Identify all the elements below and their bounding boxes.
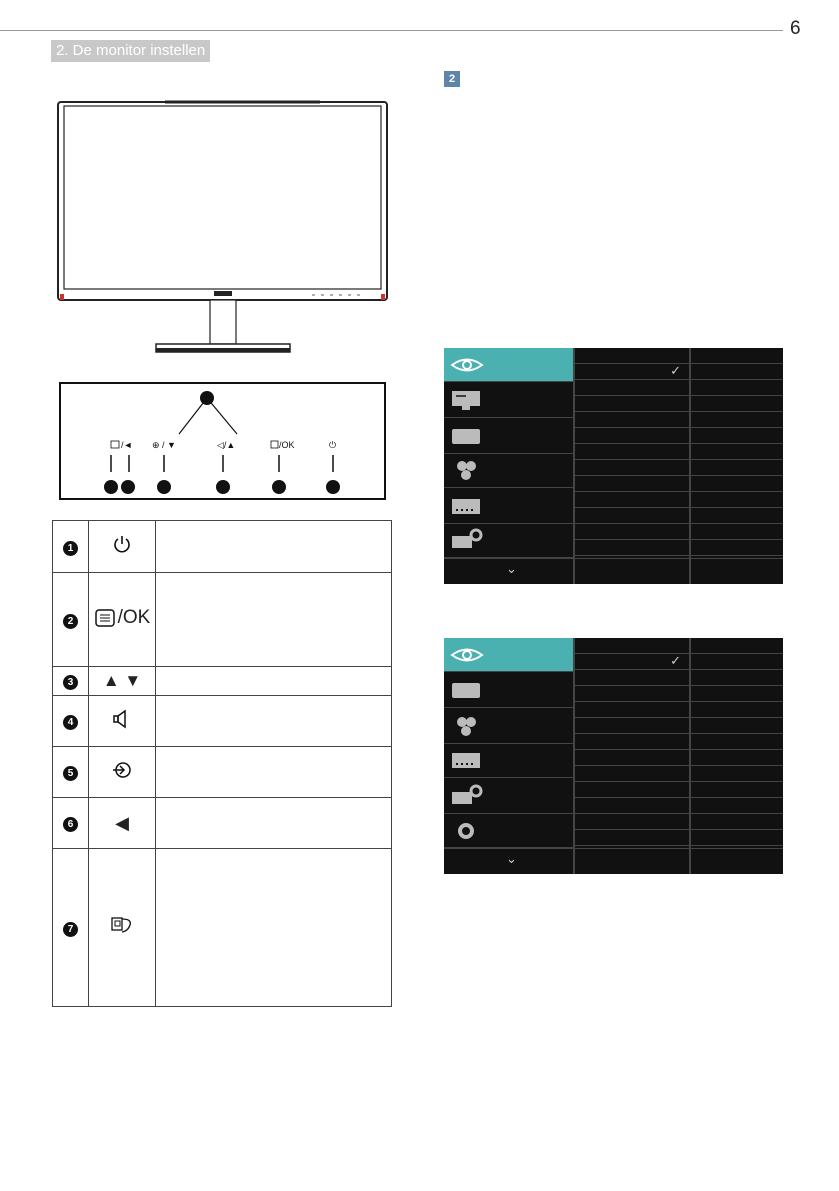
monitor-illustration	[50, 98, 395, 360]
callout-4	[216, 480, 230, 494]
description-cell	[156, 521, 392, 573]
osd-menu-2	[444, 638, 783, 874]
row-number: 7	[63, 922, 78, 937]
osd-options-column	[575, 638, 689, 846]
row-number: 5	[63, 766, 78, 781]
osd-tile-input[interactable]	[444, 384, 573, 418]
osd-tile-settings[interactable]	[444, 524, 573, 558]
row-number: 6	[63, 817, 78, 832]
row-number: 2	[63, 614, 78, 629]
speaker-icon	[111, 717, 133, 734]
osd-tile-color[interactable]	[444, 710, 573, 744]
smartimage-back-key[interactable]	[111, 440, 132, 450]
key-function-table	[52, 520, 392, 1007]
row-number: 3	[63, 675, 78, 690]
description-cell	[156, 849, 392, 1007]
osd-tile-eye[interactable]	[444, 348, 573, 382]
svg-text:/◄: /◄	[121, 440, 133, 450]
osd-bottom-bar	[444, 558, 783, 584]
monitor-screen	[64, 106, 381, 289]
table-row	[53, 747, 392, 798]
menu-ok-label: /OK	[117, 606, 151, 628]
osd-options-column	[575, 348, 689, 556]
keys-panel	[59, 382, 386, 500]
menu-ok-icon	[94, 607, 151, 629]
description-cell	[156, 573, 392, 667]
check-icon: ✓	[670, 653, 681, 668]
row-number: 1	[63, 541, 78, 556]
osd-tile-audio[interactable]	[444, 744, 573, 778]
input-down-key[interactable]: ⊕ / ▼	[152, 440, 176, 450]
step-badge: 2	[444, 71, 460, 87]
callout-2	[272, 480, 286, 494]
osd-values-column	[691, 348, 783, 556]
table-row	[53, 573, 392, 667]
up-down-icon: ▲ ▼	[102, 671, 142, 690]
power-key[interactable]: ⏻	[329, 440, 337, 450]
row-number: 4	[63, 715, 78, 730]
osd-bottom-bar	[444, 848, 783, 874]
volume-up-key[interactable]: ◁/▲	[217, 440, 236, 450]
page-number: 6	[790, 18, 801, 39]
description-cell	[156, 696, 392, 747]
description-cell	[156, 747, 392, 798]
menu-ok-key[interactable]	[271, 440, 295, 450]
table-row	[53, 696, 392, 747]
table-row	[53, 798, 392, 849]
description-cell	[156, 667, 392, 696]
osd-selected-option[interactable]	[575, 364, 689, 380]
table-row	[53, 521, 392, 573]
osd-menu-1	[444, 348, 783, 584]
description-cell	[156, 798, 392, 849]
svg-text:/OK: /OK	[279, 440, 295, 450]
back-icon: ◀	[115, 812, 129, 833]
chevron-down-icon[interactable]: ⌄	[506, 561, 517, 576]
chevron-down-icon[interactable]: ⌄	[506, 851, 517, 866]
osd-tile-audio[interactable]	[444, 490, 573, 524]
callout-5	[157, 480, 171, 494]
osd-values-column	[691, 638, 783, 846]
callout-1	[326, 480, 340, 494]
smartimage-icon	[110, 922, 134, 939]
brand-badge	[214, 291, 232, 296]
osd-tile-picture[interactable]	[444, 420, 573, 454]
callout-7	[104, 480, 118, 494]
power-icon	[112, 541, 132, 558]
table-row	[53, 667, 392, 696]
table-row	[53, 849, 392, 1007]
osd-tile-settings[interactable]	[444, 780, 573, 814]
osd-tile-picture[interactable]	[444, 674, 573, 708]
osd-tile-color[interactable]	[444, 454, 573, 488]
keys-diagram	[61, 384, 384, 498]
check-icon: ✓	[670, 363, 681, 378]
callout-6	[121, 480, 135, 494]
osd-tile-gear[interactable]	[444, 814, 573, 848]
osd-tile-eye[interactable]	[444, 638, 573, 672]
osd-selected-option[interactable]	[575, 654, 689, 670]
section-title: 2. De monitor instellen	[51, 40, 210, 62]
monitor-neck	[210, 300, 236, 344]
top-rule	[0, 30, 783, 31]
input-icon	[111, 768, 133, 785]
